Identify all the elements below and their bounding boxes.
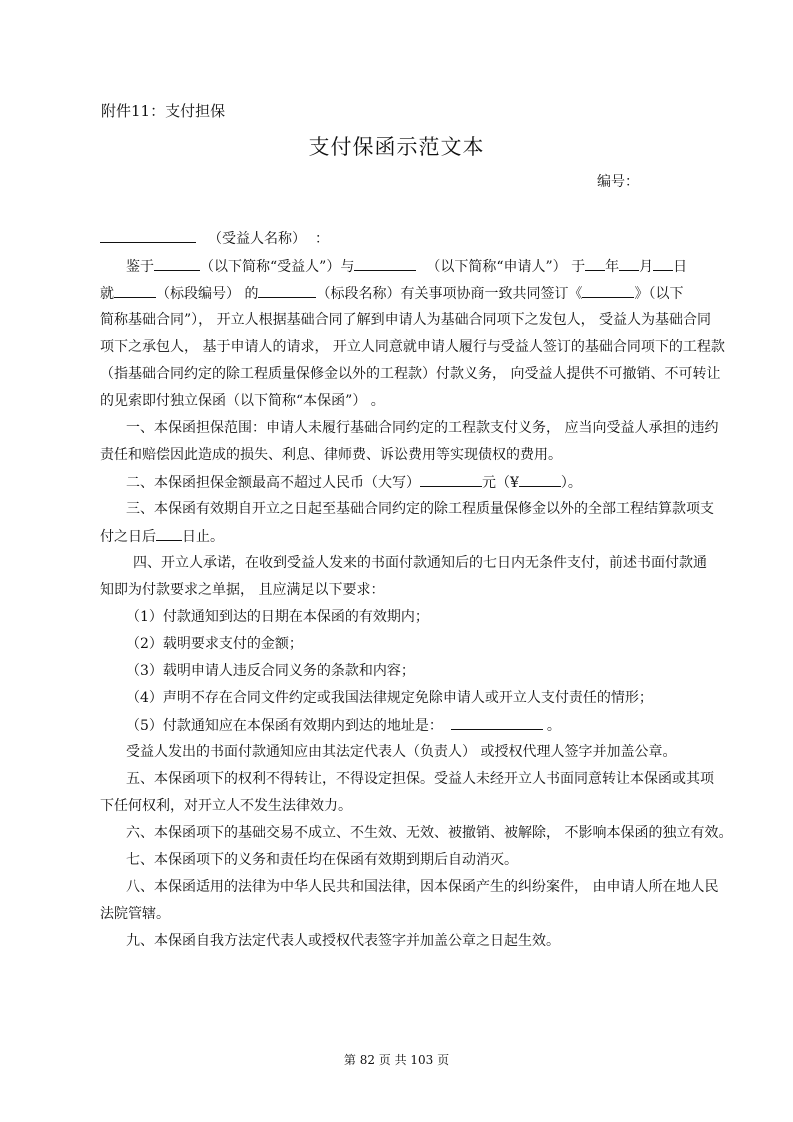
- days-blank[interactable]: [156, 526, 182, 541]
- day-blank[interactable]: [653, 256, 673, 271]
- preamble-line-1: 鉴于 （以下简称“受益人”）与 （以下简称“申请人”） 于 年 月 日: [126, 256, 687, 277]
- address-blank[interactable]: [451, 715, 543, 730]
- page-footer: 第 82 页 共 103 页: [343, 1053, 450, 1067]
- clause-4-line-1: 四、开立人承诺，在收到受益人发来的书面付款通知后的七日内无条件支付，前述书面付款通: [133, 555, 707, 571]
- requirement-item: （4）声明不存在合同文件约定或我国法律规定免除申请人或开立人支付责任的情形；: [126, 690, 653, 706]
- month-blank[interactable]: [619, 256, 639, 271]
- attachment-heading: 附件11：支付担保: [101, 102, 226, 120]
- clause-3-line-1: 三、本保函有效期自开立之日起至基础合同约定的除工程质量保修金以外的全部工程结算款项支: [126, 501, 714, 517]
- signature-requirement: 受益人发出的书面付款通知应由其法定代表人（负责人） 或授权代理人签字并加盖公章。: [126, 744, 677, 760]
- year-blank[interactable]: [585, 256, 605, 271]
- clause-1-line-1: 一、本保函担保范围：申请人未履行基础合同约定的工程款支付义务， 应当向受益人承担的违约: [126, 420, 719, 436]
- clause-2: 二、本保函担保金额最高不超过人民币（大写） 元（¥ ）。: [126, 472, 582, 493]
- requirement-item: （3）载明申请人违反合同义务的条款和内容；: [126, 663, 415, 679]
- clause-5-line-1: 五、本保函项下的权利不得转让，不得设定担保。受益人未经开立人书面同意转让本保函或其项: [126, 771, 714, 787]
- section-number-blank[interactable]: [114, 283, 156, 298]
- requirement-item-5: （5）付款通知应在本保函有效期内到达的地址是： 。: [126, 715, 561, 736]
- beneficiary-name-blank[interactable]: [100, 228, 196, 243]
- contract-name-blank[interactable]: [582, 283, 634, 298]
- section-name-blank[interactable]: [258, 283, 316, 298]
- addressee-line: （受益人名称） ：: [100, 228, 329, 249]
- amount-words-blank[interactable]: [420, 472, 482, 487]
- clause-6: 六、本保函项下的基础交易不成立、不生效、无效、被撤销、被解除， 不影响本保函的独立有效。: [126, 825, 733, 841]
- clause-7: 七、本保函项下的义务和责任均在保函有效期到期后自动消灭。: [126, 852, 518, 868]
- clause-4-line-2: 知即为付款要求之单据， 且应满足以下要求：: [100, 582, 385, 598]
- page-title: 支付保函示范文本: [308, 135, 485, 159]
- preamble-line-4: 项下之承包人， 基于申请人的请求， 开立人同意就申请人履行与受益人签订的基础合同项下的工程款: [100, 339, 725, 355]
- clause-8-line-1: 八、本保函适用的法律为中华人民共和国法律，因本保函产生的纠纷案件， 由申请人所在地人民: [126, 879, 719, 895]
- clause-3-line-2: 付之日后 日止。: [100, 526, 224, 547]
- clause-1-line-2: 责任和赔偿因此造成的损失、利息、律师费、诉讼费用等实现债权的费用。: [100, 447, 562, 463]
- clause-9: 九、本保函自我方法定代表人或授权代表签字并加盖公章之日起生效。: [126, 933, 560, 949]
- beneficiary-blank[interactable]: [154, 256, 200, 271]
- requirement-item: （1）付款通知到达的日期在本保函的有效期内；: [126, 609, 429, 625]
- applicant-blank[interactable]: [354, 256, 416, 271]
- doc-number-label: 编号：: [597, 174, 639, 190]
- clause-5-line-2: 下任何权利，对开立人不发生法律效力。: [100, 798, 352, 814]
- clause-8-line-2: 法院管辖。: [100, 906, 170, 922]
- preamble-line-5: （指基础合同约定的除工程质量保修金以外的工程款）付款义务， 向受益人提供不可撤销、不可转让: [100, 366, 721, 382]
- amount-figures-blank[interactable]: [519, 472, 561, 487]
- preamble-line-2: 就 （标段编号） 的 （标段名称）有关事项协商一致共同签订《 》（以下: [100, 283, 683, 304]
- requirement-item: （2）载明要求支付的金额；: [126, 636, 303, 652]
- preamble-line-3: 简称基础合同”）， 开立人根据基础合同了解到申请人为基础合同项下之发包人， 受益人为基础合同: [100, 312, 712, 328]
- preamble-line-6: 的见索即付独立保函（以下简称“本保函”） 。: [100, 393, 385, 409]
- beneficiary-name-label: （受益人名称）: [208, 231, 299, 247]
